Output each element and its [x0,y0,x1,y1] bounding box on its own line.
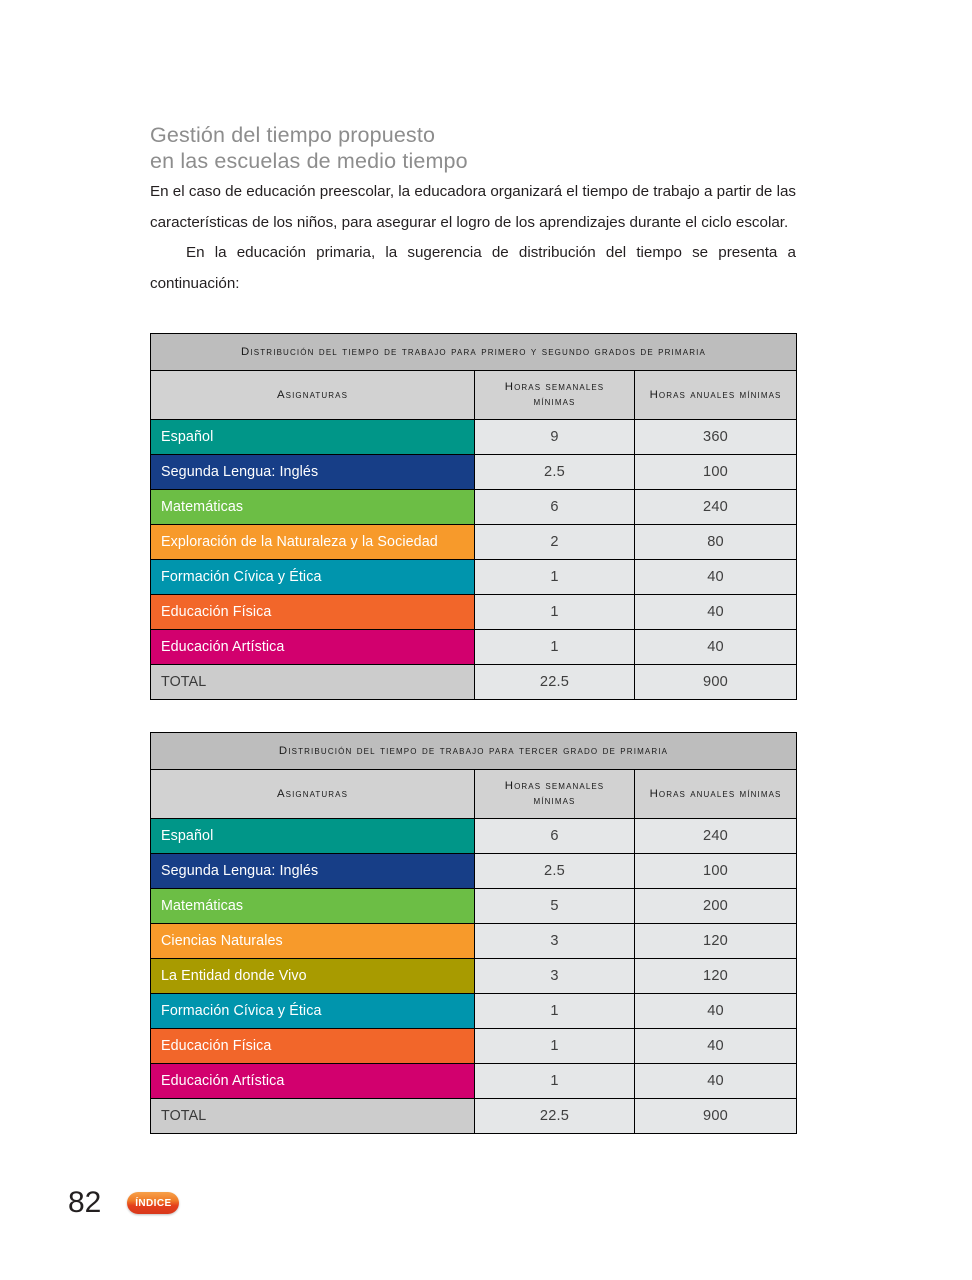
subject-cell: Matemáticas [151,889,475,924]
subject-cell: Matemáticas [151,490,475,525]
annual-hours-cell: 40 [635,1064,797,1099]
table-header-row [151,371,797,420]
schedule-table-grade-3 [150,732,797,1134]
subject-cell: Educación Artística [151,630,475,665]
table-row [151,420,797,455]
annual-hours-cell: 40 [635,560,797,595]
subject-cell: Educación Física [151,1029,475,1064]
subject-cell: Español [151,420,475,455]
subject-cell: Formación Cívica y Ética [151,560,475,595]
weekly-hours-cell: 3 [475,924,635,959]
table-row [151,959,797,994]
annual-hours-cell: 240 [635,819,797,854]
subject-cell: Segunda Lengua: Inglés [151,455,475,490]
column-header-weekly-hours [475,770,635,819]
table-header-row [151,770,797,819]
weekly-hours-cell: 2 [475,525,635,560]
weekly-hours-cell: 6 [475,490,635,525]
table-row [151,455,797,490]
table-body [151,334,797,700]
total-label-cell: TOTAL [151,1099,475,1134]
table-row [151,924,797,959]
table-row [151,490,797,525]
table-row [151,595,797,630]
table-row [151,560,797,595]
weekly-hours-cell: 9 [475,420,635,455]
total-annual-hours-cell: 900 [635,665,797,700]
table-title-row [151,334,797,371]
table-row [151,630,797,665]
total-label-cell: TOTAL [151,665,475,700]
table-row [151,525,797,560]
annual-hours-cell: 40 [635,630,797,665]
table-row [151,889,797,924]
annual-hours-cell: 120 [635,959,797,994]
column-header-weekly-hours-line-2: mínimas [533,795,576,807]
subject-cell: Segunda Lengua: Inglés [151,854,475,889]
column-header-subject: Asignaturas [151,770,475,819]
annual-hours-cell: 100 [635,854,797,889]
annual-hours-cell: 120 [635,924,797,959]
table-row [151,1029,797,1064]
weekly-hours-cell: 1 [475,1029,635,1064]
weekly-hours-cell: 1 [475,630,635,665]
column-header-weekly-hours [475,371,635,420]
annual-hours-cell: 360 [635,420,797,455]
column-header-annual-hours: Horas anuales mínimas [635,770,797,819]
table-title: Distribución del tiempo de trabajo para tercer grado de primaria [151,733,797,770]
weekly-hours-cell: 2.5 [475,455,635,490]
table-row [151,854,797,889]
body-text [150,177,796,299]
table-total-row [151,665,797,700]
column-header-subject: Asignaturas [151,371,475,420]
table-row [151,819,797,854]
table-row [151,994,797,1029]
weekly-hours-cell: 1 [475,994,635,1029]
table-row [151,1064,797,1099]
annual-hours-cell: 40 [635,994,797,1029]
table-total-row [151,1099,797,1134]
page-title [150,122,800,174]
annual-hours-cell: 80 [635,525,797,560]
column-header-weekly-hours-line-2: mínimas [533,396,576,408]
subject-cell: Español [151,819,475,854]
table-body [151,733,797,1134]
weekly-hours-cell: 6 [475,819,635,854]
annual-hours-cell: 100 [635,455,797,490]
subject-cell: Ciencias Naturales [151,924,475,959]
annual-hours-cell: 40 [635,1029,797,1064]
subject-cell: Formación Cívica y Ética [151,994,475,1029]
page-footer [68,1188,179,1218]
total-weekly-hours-cell: 22.5 [475,665,635,700]
weekly-hours-cell: 1 [475,595,635,630]
index-button[interactable]: ÍNDICE [127,1192,179,1214]
page-number: 82 [68,1186,102,1219]
page-title-line-1: Gestión del tiempo propuesto [150,123,436,147]
column-header-annual-hours: Horas anuales mínimas [635,371,797,420]
table-title-row [151,733,797,770]
annual-hours-cell: 200 [635,889,797,924]
weekly-hours-cell: 3 [475,959,635,994]
weekly-hours-cell: 1 [475,560,635,595]
paragraph-1: En el caso de educación preescolar, la educadora organizará el tiempo de trabajo a partir de las características de los niños, para asegurar el logro de los aprendizajes durante el ciclo escolar. [150,183,796,231]
weekly-hours-cell: 1 [475,1064,635,1099]
paragraph-2: En la educación primaria, la sugerencia de distribución del tiempo se presenta a continuación: [150,244,796,292]
annual-hours-cell: 40 [635,595,797,630]
column-header-weekly-hours-line-1: Horas semanales [504,780,605,792]
page-title-line-2: en las escuelas de medio tiempo [150,149,468,173]
subject-cell: Educación Artística [151,1064,475,1099]
annual-hours-cell: 240 [635,490,797,525]
total-annual-hours-cell: 900 [635,1099,797,1134]
weekly-hours-cell: 2.5 [475,854,635,889]
weekly-hours-cell: 5 [475,889,635,924]
subject-cell: La Entidad donde Vivo [151,959,475,994]
subject-cell: Educación Física [151,595,475,630]
subject-cell: Exploración de la Naturaleza y la Sociedad [151,525,475,560]
column-header-weekly-hours-line-1: Horas semanales [504,381,605,393]
total-weekly-hours-cell: 22.5 [475,1099,635,1134]
schedule-table-grades-1-2 [150,333,797,700]
table-title: Distribución del tiempo de trabajo para primero y segundo grados de primaria [151,334,797,371]
